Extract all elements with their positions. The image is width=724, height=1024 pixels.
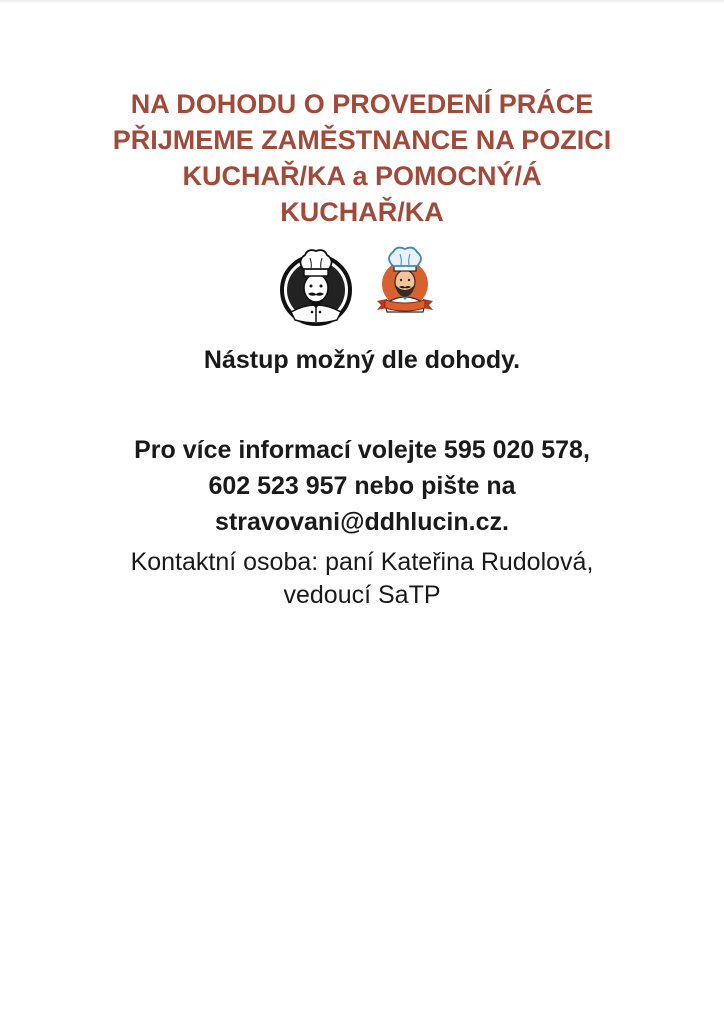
chef-bw-icon	[277, 246, 355, 326]
contact-info	[40, 432, 684, 540]
email-address: stravovani@ddhlucin.cz.	[215, 508, 509, 536]
contact-person	[40, 546, 684, 612]
job-offer-heading	[40, 86, 684, 230]
info-line-1: Pro více informací volejte 595 020 578,	[134, 436, 590, 464]
contact-line-1: Kontaktní osoba: paní Kateřina Rudolová,	[130, 548, 594, 576]
chef-illustrations	[0, 246, 724, 326]
heading-line-1: NA DOHODU O PROVEDENÍ PRÁCE	[130, 89, 594, 119]
contact-line-2: vedoucí SaTP	[283, 581, 441, 609]
chef-color-icon	[373, 246, 437, 316]
heading-line-3: KUCHAŘ/KA a POMOCNÝ/Á	[182, 161, 542, 191]
heading-line-2: PŘIJMEME ZAMĚSTNANCE NA POZICI	[112, 125, 612, 155]
scan-edge	[0, 0, 724, 4]
info-line-2: 602 523 957 nebo pište na	[208, 472, 516, 500]
heading-line-4: KUCHAŘ/KA	[280, 197, 444, 227]
start-date-note: Nástup možný dle dohody.	[203, 346, 521, 374]
